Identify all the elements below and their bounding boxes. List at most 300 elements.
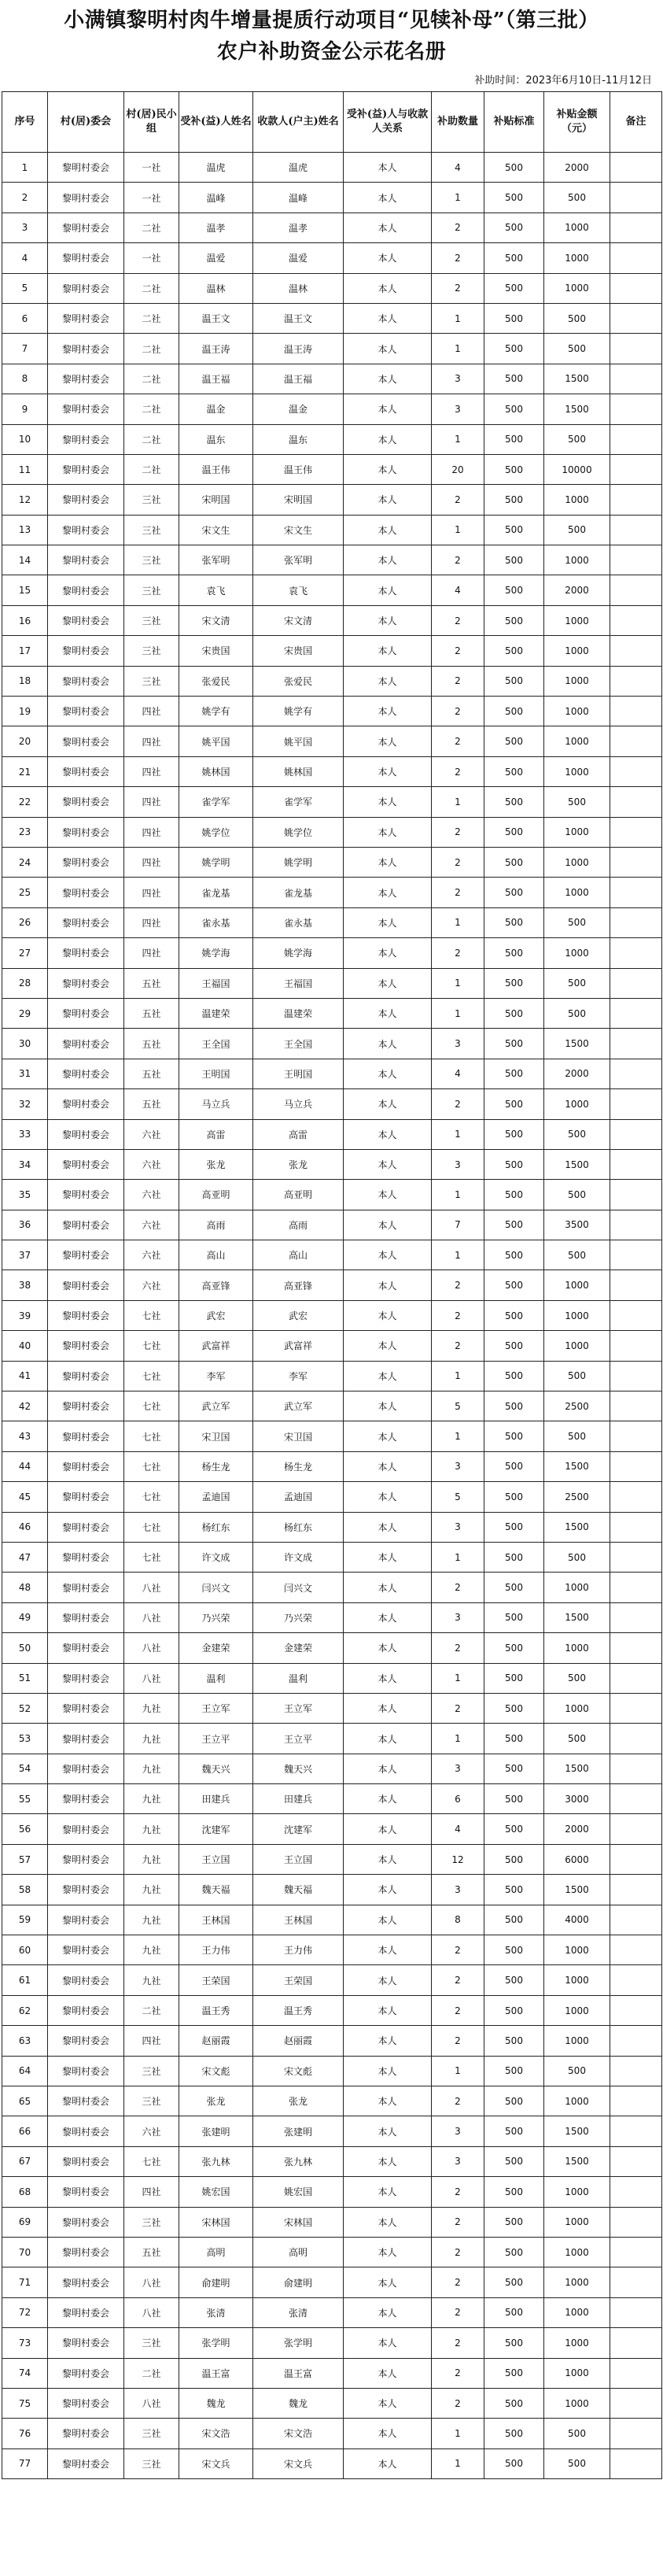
table-row <box>2 2419 662 2448</box>
cell-serial: 45 <box>2 1482 48 1512</box>
cell-relationship: 本人 <box>344 1935 432 1965</box>
cell-relationship: 本人 <box>344 2116 432 2146</box>
cell-quantity: 3 <box>432 1602 484 1632</box>
header-standard: 补贴标准 <box>484 92 544 153</box>
cell-beneficiary-name: 王力伟 <box>179 1935 253 1965</box>
cell-village-committee: 黎明村委会 <box>48 454 124 484</box>
cell-remarks <box>610 2328 662 2358</box>
cell-beneficiary-name: 姚学海 <box>179 938 253 968</box>
table-row <box>2 1875 662 1905</box>
cell-village-committee: 黎明村委会 <box>48 2388 124 2418</box>
table-row <box>2 2297 662 2327</box>
cell-remarks <box>610 847 662 877</box>
cell-beneficiary-name: 姚学位 <box>179 817 253 847</box>
cell-serial: 39 <box>2 1300 48 1330</box>
cell-beneficiary-name: 高雷 <box>179 1119 253 1149</box>
cell-remarks <box>610 998 662 1028</box>
cell-village-group: 四社 <box>124 2026 179 2056</box>
cell-payee-name: 武富祥 <box>253 1331 344 1361</box>
cell-amount: 1000 <box>544 697 610 726</box>
subsidy-table <box>2 91 662 2479</box>
cell-amount: 2000 <box>544 1814 610 1844</box>
cell-village-group: 二社 <box>124 334 179 364</box>
cell-amount: 10000 <box>544 454 610 484</box>
table-body <box>2 153 662 2479</box>
cell-village-committee: 黎明村委会 <box>48 1754 124 1783</box>
cell-village-group: 七社 <box>124 1542 179 1572</box>
cell-village-committee: 黎明村委会 <box>48 213 124 242</box>
cell-quantity: 2 <box>432 485 484 515</box>
cell-amount: 1000 <box>544 2207 610 2237</box>
cell-beneficiary-name: 张清 <box>179 2297 253 2327</box>
cell-quantity: 1 <box>432 968 484 998</box>
cell-beneficiary-name: 沈建军 <box>179 1814 253 1844</box>
cell-remarks <box>610 394 662 424</box>
cell-payee-name: 姚宏国 <box>253 2177 344 2207</box>
cell-serial: 12 <box>2 485 48 515</box>
cell-remarks <box>610 303 662 333</box>
cell-village-committee: 黎明村委会 <box>48 1059 124 1088</box>
cell-serial: 29 <box>2 998 48 1028</box>
cell-payee-name: 武宏 <box>253 1300 344 1330</box>
table-row <box>2 636 662 666</box>
cell-relationship: 本人 <box>344 1844 432 1874</box>
cell-quantity: 7 <box>432 1210 484 1240</box>
cell-amount: 1500 <box>544 394 610 424</box>
cell-village-group: 四社 <box>124 907 179 937</box>
cell-serial: 60 <box>2 1935 48 1965</box>
cell-serial: 50 <box>2 1633 48 1663</box>
table-row <box>2 153 662 183</box>
cell-standard: 500 <box>484 605 544 635</box>
cell-beneficiary-name: 杨红东 <box>179 1512 253 1542</box>
cell-amount: 500 <box>544 1421 610 1451</box>
cell-relationship: 本人 <box>344 2388 432 2418</box>
table-row <box>2 1754 662 1783</box>
cell-village-committee: 黎明村委会 <box>48 817 124 847</box>
cell-beneficiary-name: 俞建明 <box>179 2267 253 2297</box>
cell-relationship: 本人 <box>344 1210 432 1240</box>
cell-standard: 500 <box>484 1965 544 1995</box>
cell-serial: 21 <box>2 756 48 786</box>
cell-amount: 1000 <box>544 2177 610 2207</box>
cell-village-committee: 黎明村委会 <box>48 1573 124 1602</box>
cell-payee-name: 宋文兵 <box>253 2448 344 2478</box>
table-row <box>2 334 662 364</box>
cell-village-group: 六社 <box>124 1270 179 1300</box>
cell-beneficiary-name: 武富祥 <box>179 1331 253 1361</box>
cell-quantity: 2 <box>432 2237 484 2267</box>
cell-amount: 1000 <box>544 1270 610 1300</box>
cell-serial: 31 <box>2 1059 48 1088</box>
cell-amount: 2500 <box>544 1482 610 1512</box>
table-row <box>2 2026 662 2056</box>
cell-serial: 2 <box>2 183 48 213</box>
cell-remarks <box>610 334 662 364</box>
cell-standard: 500 <box>484 1180 544 1210</box>
cell-beneficiary-name: 姚林国 <box>179 756 253 786</box>
cell-village-group: 八社 <box>124 1573 179 1602</box>
cell-amount: 1000 <box>544 1633 610 1663</box>
cell-quantity: 20 <box>432 454 484 484</box>
cell-payee-name: 武立军 <box>253 1391 344 1421</box>
cell-relationship: 本人 <box>344 334 432 364</box>
cell-beneficiary-name: 田建兵 <box>179 1784 253 1814</box>
cell-village-group: 七社 <box>124 1482 179 1512</box>
cell-village-committee: 黎明村委会 <box>48 1180 124 1210</box>
cell-amount: 1500 <box>544 1029 610 1059</box>
cell-beneficiary-name: 孟迪国 <box>179 1482 253 1512</box>
cell-village-group: 三社 <box>124 545 179 575</box>
cell-amount: 500 <box>544 2448 610 2478</box>
cell-village-committee: 黎明村委会 <box>48 1995 124 2025</box>
cell-quantity: 1 <box>432 1180 484 1210</box>
cell-village-group: 九社 <box>124 1724 179 1754</box>
cell-serial: 13 <box>2 515 48 545</box>
cell-relationship: 本人 <box>344 2448 432 2478</box>
cell-village-committee: 黎明村委会 <box>48 2419 124 2448</box>
cell-village-group: 三社 <box>124 605 179 635</box>
cell-relationship: 本人 <box>344 1905 432 1935</box>
cell-quantity: 2 <box>432 273 484 303</box>
cell-standard: 500 <box>484 515 544 545</box>
cell-beneficiary-name: 王立平 <box>179 1724 253 1754</box>
cell-relationship: 本人 <box>344 1391 432 1421</box>
cell-village-committee: 黎明村委会 <box>48 1724 124 1754</box>
cell-payee-name: 高雷 <box>253 1119 344 1149</box>
cell-standard: 500 <box>484 1633 544 1663</box>
cell-quantity: 1 <box>432 2056 484 2086</box>
cell-remarks <box>610 1875 662 1905</box>
cell-village-committee: 黎明村委会 <box>48 1814 124 1844</box>
cell-quantity: 2 <box>432 1331 484 1361</box>
cell-quantity: 2 <box>432 2388 484 2418</box>
cell-quantity: 1 <box>432 424 484 454</box>
cell-relationship: 本人 <box>344 485 432 515</box>
cell-beneficiary-name: 王林国 <box>179 1905 253 1935</box>
cell-beneficiary-name: 宋林国 <box>179 2207 253 2237</box>
cell-standard: 500 <box>484 1059 544 1088</box>
cell-amount: 500 <box>544 424 610 454</box>
cell-beneficiary-name: 张龙 <box>179 1149 253 1179</box>
cell-serial: 23 <box>2 817 48 847</box>
cell-serial: 44 <box>2 1451 48 1481</box>
cell-quantity: 2 <box>432 243 484 273</box>
cell-quantity: 4 <box>432 153 484 183</box>
cell-village-group: 二社 <box>124 424 179 454</box>
cell-amount: 6000 <box>544 1844 610 1874</box>
cell-village-committee: 黎明村委会 <box>48 515 124 545</box>
cell-amount: 1000 <box>544 666 610 696</box>
cell-relationship: 本人 <box>344 756 432 786</box>
cell-standard: 500 <box>484 787 544 817</box>
cell-serial: 36 <box>2 1210 48 1240</box>
cell-standard: 500 <box>484 1300 544 1330</box>
cell-amount: 1000 <box>544 847 610 877</box>
cell-remarks <box>610 605 662 635</box>
cell-remarks <box>610 1240 662 1270</box>
cell-payee-name: 温峰 <box>253 183 344 213</box>
cell-standard: 500 <box>484 1089 544 1119</box>
cell-quantity: 4 <box>432 575 484 605</box>
cell-village-committee: 黎明村委会 <box>48 1029 124 1059</box>
cell-payee-name: 孟迪国 <box>253 1482 344 1512</box>
cell-remarks <box>610 2146 662 2176</box>
cell-village-group: 三社 <box>124 2056 179 2086</box>
cell-remarks <box>610 907 662 937</box>
cell-remarks <box>610 1935 662 1965</box>
cell-payee-name: 沈建军 <box>253 1814 344 1844</box>
table-row <box>2 1059 662 1088</box>
cell-amount: 1000 <box>544 817 610 847</box>
cell-beneficiary-name: 王荣国 <box>179 1965 253 1995</box>
cell-standard: 500 <box>484 2056 544 2086</box>
cell-quantity: 2 <box>432 1270 484 1300</box>
cell-standard: 500 <box>484 2116 544 2146</box>
cell-village-group: 四社 <box>124 756 179 786</box>
cell-amount: 1500 <box>544 1149 610 1179</box>
table-row <box>2 2267 662 2297</box>
cell-village-committee: 黎明村委会 <box>48 847 124 877</box>
cell-beneficiary-name: 王明国 <box>179 1059 253 1088</box>
table-row <box>2 515 662 545</box>
cell-remarks <box>610 485 662 515</box>
cell-village-group: 三社 <box>124 515 179 545</box>
cell-serial: 3 <box>2 213 48 242</box>
table-row <box>2 575 662 605</box>
table-row <box>2 1724 662 1754</box>
cell-amount: 500 <box>544 1724 610 1754</box>
cell-quantity: 1 <box>432 2419 484 2448</box>
cell-relationship: 本人 <box>344 2177 432 2207</box>
cell-standard: 500 <box>484 153 544 183</box>
cell-village-committee: 黎明村委会 <box>48 2237 124 2267</box>
table-row <box>2 1784 662 1814</box>
cell-standard: 500 <box>484 968 544 998</box>
cell-village-group: 二社 <box>124 364 179 394</box>
cell-amount: 1500 <box>544 1754 610 1783</box>
cell-village-group: 九社 <box>124 1844 179 1874</box>
cell-standard: 500 <box>484 394 544 424</box>
cell-relationship: 本人 <box>344 787 432 817</box>
cell-remarks <box>610 2116 662 2146</box>
table-row <box>2 1089 662 1119</box>
cell-remarks <box>610 2358 662 2388</box>
cell-amount: 500 <box>544 1119 610 1149</box>
cell-village-committee: 黎明村委会 <box>48 2026 124 2056</box>
cell-standard: 500 <box>484 2358 544 2388</box>
cell-beneficiary-name: 温王伟 <box>179 454 253 484</box>
cell-relationship: 本人 <box>344 1663 432 1693</box>
table-row <box>2 394 662 424</box>
cell-village-committee: 黎明村委会 <box>48 1270 124 1300</box>
cell-serial: 18 <box>2 666 48 696</box>
table-header-row <box>2 92 662 153</box>
cell-standard: 500 <box>484 2448 544 2478</box>
cell-standard: 500 <box>484 878 544 907</box>
cell-relationship: 本人 <box>344 1995 432 2025</box>
cell-payee-name: 宋林国 <box>253 2207 344 2237</box>
table-row <box>2 817 662 847</box>
cell-remarks <box>610 575 662 605</box>
cell-standard: 500 <box>484 2328 544 2358</box>
cell-serial: 16 <box>2 605 48 635</box>
cell-beneficiary-name: 温林 <box>179 273 253 303</box>
cell-payee-name: 温金 <box>253 394 344 424</box>
cell-beneficiary-name: 宋文彪 <box>179 2056 253 2086</box>
cell-serial: 30 <box>2 1029 48 1059</box>
cell-village-group: 五社 <box>124 2237 179 2267</box>
cell-relationship: 本人 <box>344 454 432 484</box>
table-row <box>2 878 662 907</box>
cell-quantity: 2 <box>432 756 484 786</box>
cell-quantity: 1 <box>432 515 484 545</box>
table-row <box>2 545 662 575</box>
cell-payee-name: 张学明 <box>253 2328 344 2358</box>
cell-beneficiary-name: 姚学明 <box>179 847 253 877</box>
cell-remarks <box>610 1905 662 1935</box>
cell-remarks <box>610 2056 662 2086</box>
table-row <box>2 847 662 877</box>
cell-relationship: 本人 <box>344 1300 432 1330</box>
cell-payee-name: 赵丽霞 <box>253 2026 344 2056</box>
cell-village-committee: 黎明村委会 <box>48 938 124 968</box>
cell-payee-name: 高雨 <box>253 1210 344 1240</box>
cell-payee-name: 张龙 <box>253 1149 344 1179</box>
cell-quantity: 1 <box>432 998 484 1028</box>
cell-payee-name: 王力伟 <box>253 1935 344 1965</box>
cell-amount: 1000 <box>544 2086 610 2116</box>
cell-amount: 500 <box>544 907 610 937</box>
document-title-line1: 小满镇黎明村肉牛增量提质行动项目“见犊补母”（第三批） <box>64 9 599 32</box>
cell-relationship: 本人 <box>344 605 432 635</box>
cell-beneficiary-name: 闫兴文 <box>179 1573 253 1602</box>
cell-relationship: 本人 <box>344 1724 432 1754</box>
cell-standard: 500 <box>484 364 544 394</box>
cell-beneficiary-name: 温利 <box>179 1663 253 1693</box>
cell-relationship: 本人 <box>344 2297 432 2327</box>
cell-remarks <box>610 1421 662 1451</box>
header-beneficiary-name: 受补(益)人姓名 <box>179 92 253 153</box>
cell-beneficiary-name: 宋卫国 <box>179 1421 253 1451</box>
cell-standard: 500 <box>484 847 544 877</box>
cell-payee-name: 姚林国 <box>253 756 344 786</box>
cell-standard: 500 <box>484 183 544 213</box>
cell-payee-name: 温王文 <box>253 303 344 333</box>
cell-village-group: 四社 <box>124 878 179 907</box>
cell-village-committee: 黎明村委会 <box>48 1663 124 1693</box>
cell-standard: 500 <box>484 1602 544 1632</box>
cell-amount: 1500 <box>544 1512 610 1542</box>
cell-quantity: 2 <box>432 1693 484 1723</box>
cell-remarks <box>610 1965 662 1995</box>
cell-relationship: 本人 <box>344 183 432 213</box>
cell-quantity: 2 <box>432 847 484 877</box>
cell-village-group: 五社 <box>124 1089 179 1119</box>
cell-amount: 1000 <box>544 1089 610 1119</box>
table-row <box>2 2237 662 2267</box>
cell-village-group: 九社 <box>124 1814 179 1844</box>
table-row <box>2 1119 662 1149</box>
cell-village-committee: 黎明村委会 <box>48 424 124 454</box>
table-row <box>2 424 662 454</box>
cell-relationship: 本人 <box>344 2056 432 2086</box>
cell-standard: 500 <box>484 1905 544 1935</box>
cell-beneficiary-name: 宋文浩 <box>179 2419 253 2448</box>
cell-serial: 70 <box>2 2237 48 2267</box>
cell-payee-name: 张九林 <box>253 2146 344 2176</box>
cell-serial: 54 <box>2 1754 48 1783</box>
table-row <box>2 938 662 968</box>
table-row <box>2 1451 662 1481</box>
cell-relationship: 本人 <box>344 697 432 726</box>
cell-amount: 500 <box>544 303 610 333</box>
cell-village-group: 七社 <box>124 1300 179 1330</box>
cell-village-committee: 黎明村委会 <box>48 303 124 333</box>
cell-standard: 500 <box>484 998 544 1028</box>
cell-standard: 500 <box>484 1814 544 1844</box>
cell-beneficiary-name: 王立国 <box>179 1844 253 1874</box>
cell-remarks <box>610 1844 662 1874</box>
cell-village-committee: 黎明村委会 <box>48 1512 124 1542</box>
cell-relationship: 本人 <box>344 726 432 756</box>
cell-quantity: 2 <box>432 1965 484 1995</box>
cell-beneficiary-name: 马立兵 <box>179 1089 253 1119</box>
cell-standard: 500 <box>484 1784 544 1814</box>
cell-standard: 500 <box>484 2297 544 2327</box>
cell-relationship: 本人 <box>344 424 432 454</box>
header-village-group: 村(居)民小组 <box>124 92 179 153</box>
cell-amount: 1000 <box>544 1995 610 2025</box>
cell-standard: 500 <box>484 1724 544 1754</box>
cell-standard: 500 <box>484 2419 544 2448</box>
cell-quantity: 1 <box>432 183 484 213</box>
cell-standard: 500 <box>484 303 544 333</box>
cell-village-committee: 黎明村委会 <box>48 1361 124 1391</box>
table-row <box>2 1935 662 1965</box>
cell-remarks <box>610 1300 662 1330</box>
cell-payee-name: 王福国 <box>253 968 344 998</box>
cell-village-committee: 黎明村委会 <box>48 907 124 937</box>
table-row <box>2 1361 662 1391</box>
cell-village-committee: 黎明村委会 <box>48 153 124 183</box>
table-row <box>2 1149 662 1179</box>
cell-quantity: 2 <box>432 697 484 726</box>
cell-village-committee: 黎明村委会 <box>48 726 124 756</box>
cell-beneficiary-name: 乃兴荣 <box>179 1602 253 1632</box>
cell-payee-name: 高山 <box>253 1240 344 1270</box>
cell-amount: 1500 <box>544 2116 610 2146</box>
cell-beneficiary-name: 温爱 <box>179 243 253 273</box>
cell-standard: 500 <box>484 1542 544 1572</box>
cell-payee-name: 马立兵 <box>253 1089 344 1119</box>
cell-serial: 8 <box>2 364 48 394</box>
cell-amount: 1000 <box>544 756 610 786</box>
cell-beneficiary-name: 高亚明 <box>179 1180 253 1210</box>
cell-remarks <box>610 2086 662 2116</box>
cell-relationship: 本人 <box>344 878 432 907</box>
cell-village-group: 八社 <box>124 1663 179 1693</box>
cell-remarks <box>610 1633 662 1663</box>
cell-quantity: 1 <box>432 1663 484 1693</box>
cell-serial: 20 <box>2 726 48 756</box>
cell-village-group: 三社 <box>124 636 179 666</box>
cell-remarks <box>610 454 662 484</box>
cell-village-group: 三社 <box>124 2419 179 2448</box>
cell-beneficiary-name: 张建明 <box>179 2116 253 2146</box>
table-row <box>2 1270 662 1300</box>
cell-beneficiary-name: 袁飞 <box>179 575 253 605</box>
